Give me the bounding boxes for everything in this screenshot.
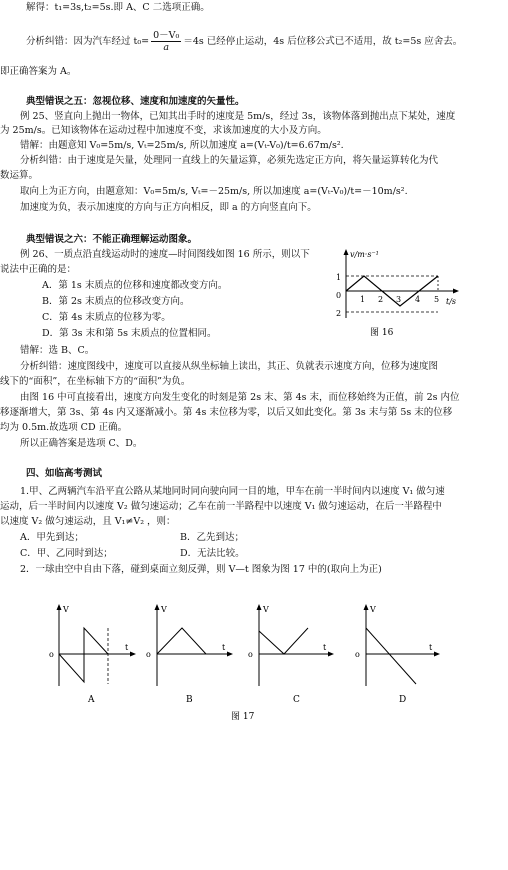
graph-c-v-label: V bbox=[263, 605, 269, 614]
graph-d bbox=[355, 604, 440, 705]
origin-label: 0 bbox=[336, 291, 342, 300]
solution-line: 解得：t₁=3s,t₂=5s.即 A、C 二选项正确。 bbox=[26, 2, 210, 13]
section-title-error5: 典型错误之五：忽视位移、速度和加速度的矢量性。 bbox=[26, 96, 245, 107]
question1-line1: 1.甲、乙两辆汽车沿平直公路从某地同时同向驶向同一目的地，甲车在前一半时间内以速度 V₁ 做匀速 bbox=[20, 486, 445, 497]
analysis-line3: 取向上为正方向，由题意知：V₀=5m/s, Vₜ=－25m/s, 所以加速度 a=(Vₜ-V₀)/t=－10m/s². bbox=[20, 186, 408, 197]
q1-option-d: D．无法比较。 bbox=[180, 548, 245, 559]
figure-17-caption: 图 17 bbox=[231, 712, 255, 722]
graph-a-t-arrow bbox=[130, 652, 136, 657]
option-c: C．第 4s 末质点的位移为零。 bbox=[42, 312, 171, 323]
graph-d-v-arrow bbox=[364, 604, 369, 610]
graph-d-label: D bbox=[399, 695, 407, 705]
t-axis-arrow bbox=[453, 289, 459, 294]
graph-a bbox=[49, 604, 136, 705]
graph-c-t-arrow bbox=[328, 652, 334, 657]
graph-d-t-label: t bbox=[429, 643, 433, 652]
graph-b-label: B bbox=[186, 695, 193, 705]
question1-line2: 运动，后一半时间内以速度 V₂ 做匀速运动；乙车在前一半路程中以速度 V₁ 做匀速运动，在后一半路程中 bbox=[0, 501, 442, 512]
x-tick-5: 5 bbox=[434, 295, 440, 304]
graph-c-line bbox=[259, 628, 308, 654]
example26-line2: 说法中正确的是： bbox=[0, 264, 77, 275]
graph-b-t-arrow bbox=[227, 652, 233, 657]
graph-b-v-label: V bbox=[161, 605, 167, 614]
graph-c-origin: o bbox=[248, 650, 253, 659]
analysis6-line2: 线下的“面积”，在坐标轴下方的“面积”为负。 bbox=[0, 376, 191, 387]
graph-d-v-label: V bbox=[370, 605, 376, 614]
option-d: D．第 3s 末和第 5s 末质点的位置相同。 bbox=[42, 328, 217, 339]
example26-line1: 例 26、一质点沿直线运动时的速度—时间图线如图 16 所示，则以下 bbox=[20, 249, 310, 260]
figure-16-velocity-graph bbox=[328, 244, 463, 344]
graph-b bbox=[146, 604, 233, 705]
question2: 2．一球由空中自由下落，碰到桌面立刻反弹，则 V—t 图象为图 17 中的(取向上为正) bbox=[20, 564, 382, 575]
figure-16-caption: 图 16 bbox=[370, 328, 394, 338]
graph-d-origin: o bbox=[355, 650, 360, 659]
graph-a-line bbox=[59, 628, 108, 682]
y-tick-1: 1 bbox=[336, 273, 342, 282]
graph-c bbox=[248, 604, 334, 705]
analysis6-line4: 移逐渐增大，第 3s、第 4s 内又逐渐减小。第 4s 末位移为零，以后又如此变化。第 3s 末与第 5s 末的位移 bbox=[0, 407, 453, 418]
graph-c-v-arrow bbox=[257, 604, 262, 610]
graph-a-origin: o bbox=[49, 650, 54, 659]
analysis6-line6: 所以正确答案是选项 C、D。 bbox=[20, 438, 143, 449]
analysis6-line3: 由图 16 中可直接看出，速度方向发生变化的时刻是第 2s 末、第 4s 末，而位移始终为正值，前 2s 内位 bbox=[20, 392, 460, 403]
section-title-test: 四、如临高考测试 bbox=[26, 468, 103, 479]
section-title-error6: 典型错误之六：不能正确理解运动图象。 bbox=[26, 234, 198, 245]
graph-b-t-label: t bbox=[222, 643, 226, 652]
example25-line2: 为 25m/s。已知该物体在运动过程中加速度不变，求该加速度的大小及方向。 bbox=[0, 125, 327, 136]
example25-line1: 例 25、竖直向上抛出一物体，已知其出手时的速度是 5m/s，经过 3s，该物体落到抛出点下某处，速度 bbox=[20, 111, 456, 122]
graph-a-label: A bbox=[88, 695, 95, 705]
x-tick-2: 2 bbox=[378, 295, 384, 304]
wrong-choice: 错解：选 B、C。 bbox=[20, 345, 95, 356]
option-a: A．第 1s 末质点的位移和速度都改变方向。 bbox=[42, 280, 228, 291]
analysis-line: 分析纠错：因为汽车经过 t₀= $\frac{\text{0－V₀}}{a}$ ＝4s 已经停止运动，4s 后位移公式已不适用，故 t₂=5s 应舍去。 bbox=[26, 30, 463, 53]
fraction: $\frac{\text{0－V₀}}{a}$ bbox=[153, 30, 180, 53]
x-tick-4: 4 bbox=[415, 295, 421, 304]
graph-a-t-label: t bbox=[125, 643, 129, 652]
graph-d-line bbox=[366, 628, 416, 684]
graph-b-v-arrow bbox=[155, 604, 160, 610]
t-axis-label: t/s bbox=[446, 297, 457, 306]
y-tick-2: 2 bbox=[336, 309, 342, 318]
wrong-solution: 错解：由题意知 V₀=5m/s, Vₜ=25m/s, 所以加速度 a=(Vₜ-V₀)/t=6.67m/s². bbox=[20, 140, 344, 151]
x-tick-1: 1 bbox=[360, 295, 366, 304]
graph-b-line bbox=[157, 628, 206, 654]
x-tick-3: 3 bbox=[396, 295, 402, 304]
analysis-line4: 加速度为负，表示加速度的方向与正方向相反，即 a 的方向竖直向下。 bbox=[20, 202, 317, 213]
option-b: B．第 2s 末质点的位移改变方向。 bbox=[42, 296, 190, 307]
graph-b-origin: o bbox=[146, 650, 151, 659]
analysis-line1: 分析纠错：由于速度是矢量，处理同一直线上的矢量运算，必须先选定正方向，将矢量运算转化为代 bbox=[20, 155, 439, 166]
graph-d-t-arrow bbox=[434, 652, 440, 657]
graph-a-v-arrow bbox=[57, 604, 62, 610]
analysis6-line5: 均为 0.5m.故选项 CD 正确。 bbox=[0, 422, 128, 433]
graph-c-t-label: t bbox=[323, 643, 327, 652]
graph-c-label: C bbox=[293, 695, 300, 705]
q1-option-c: C．甲、乙同时到达； bbox=[20, 548, 113, 559]
q1-option-a: A．甲先到达； bbox=[20, 532, 84, 543]
analysis6-line1: 分析纠错：速度图线中，速度可以直接从纵坐标轴上读出，其正、负就表示速度方向，位移为速度图 bbox=[20, 361, 439, 372]
figure-17-graphs bbox=[0, 598, 508, 723]
answer-line: 即正确答案为 A。 bbox=[0, 66, 77, 77]
analysis-line2: 数运算。 bbox=[0, 170, 39, 181]
graph-a-v-label: V bbox=[63, 605, 69, 614]
v-axis-arrow bbox=[344, 249, 349, 255]
question1-line3: 以速度 V₂ 做匀速运动，且 V₁≠V₂ ，则： bbox=[0, 516, 176, 527]
q1-option-b: B．乙先到达； bbox=[180, 532, 244, 543]
v-axis-label: v/m·s⁻¹ bbox=[350, 250, 379, 259]
